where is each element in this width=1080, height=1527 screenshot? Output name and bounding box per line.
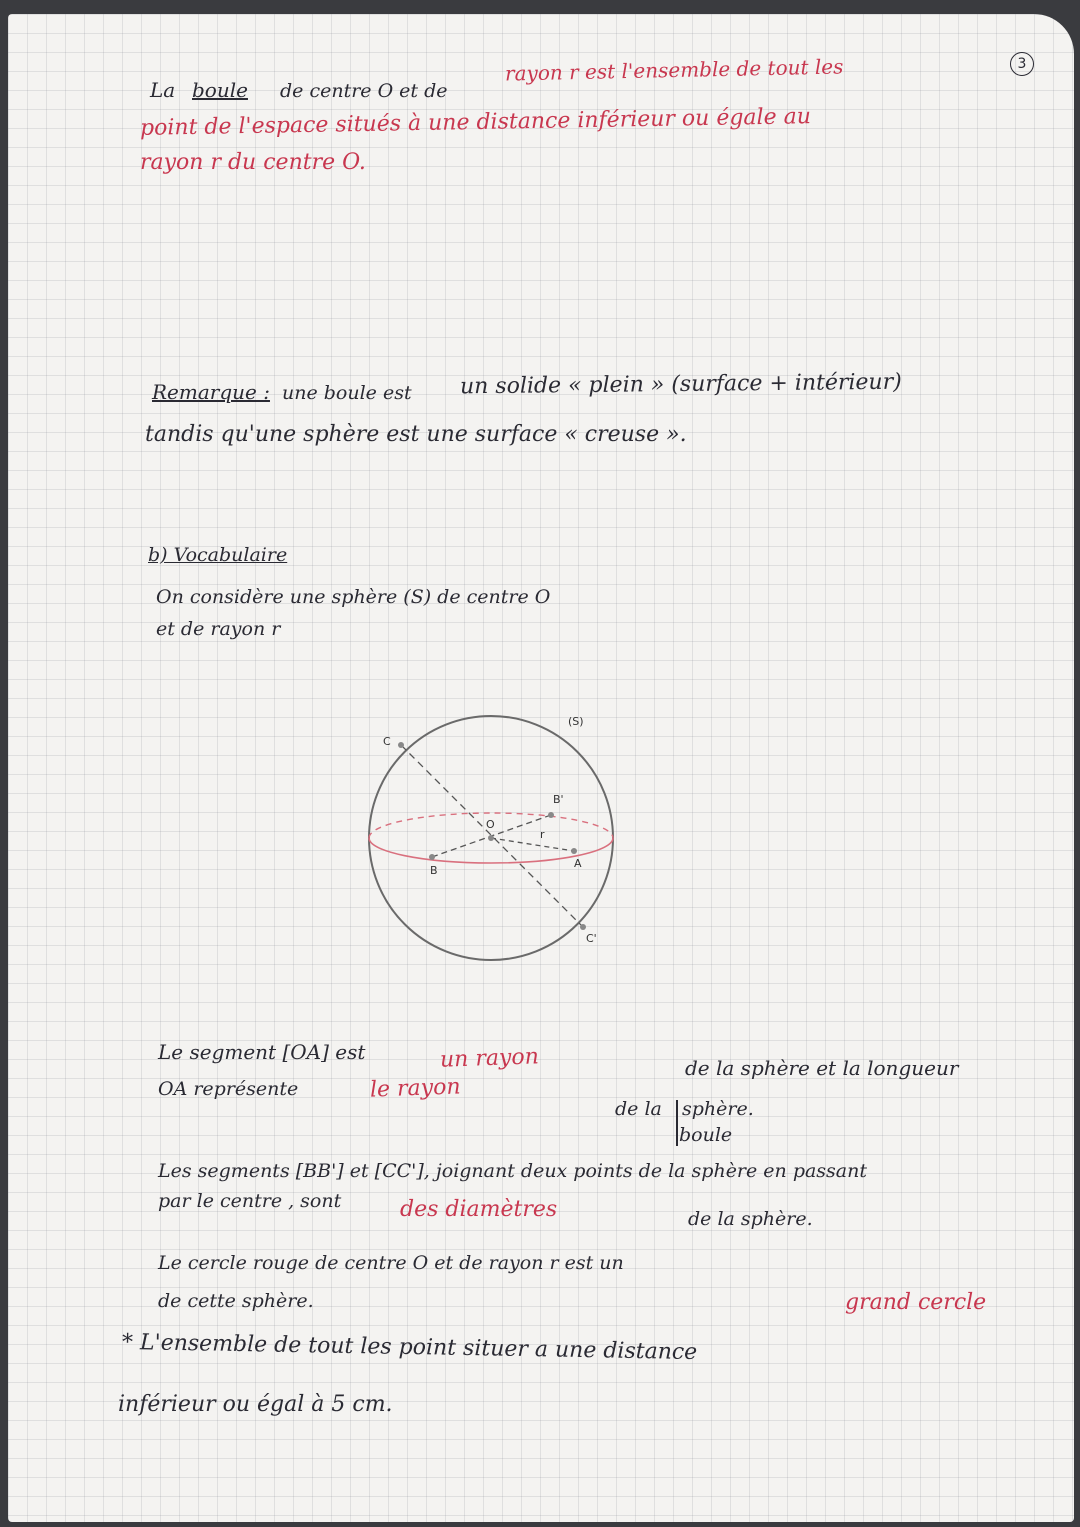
label-o: O — [486, 818, 495, 831]
note-line1: * L'ensemble de tout les point situer a une distance — [121, 1329, 698, 1366]
label-b: B — [430, 864, 438, 877]
radius-oa — [491, 838, 574, 851]
point-c — [398, 742, 404, 748]
statement2-c: de la sphère. — [688, 1208, 813, 1230]
correction-stroke — [676, 1100, 678, 1146]
definition-line1-a: La — [150, 78, 176, 102]
definition-line2: point de l'espace situés à une distance inférieur ou égale au — [139, 104, 812, 141]
remark-label: Remarque : — [152, 380, 270, 404]
statement1-b: de la sphère et la longueur — [685, 1056, 959, 1080]
statement1-d: de la — [615, 1098, 662, 1120]
vocab-intro-line1: On considère une sphère (S) de centre O — [156, 586, 551, 608]
label-c-prime: C' — [586, 932, 597, 945]
definition-line3: rayon r du centre O. — [140, 150, 366, 175]
point-b-prime — [548, 812, 554, 818]
label-c: C — [383, 735, 391, 748]
point-c-prime — [580, 924, 586, 930]
statement1-answer2: le rayon — [369, 1074, 461, 1103]
statement3-b: de cette sphère. — [158, 1290, 314, 1312]
statement2-b: par le centre , sont — [158, 1190, 342, 1212]
remark-line2: tandis qu'une sphère est une surface « creuse ». — [145, 422, 687, 447]
label-b-prime: B' — [553, 793, 564, 806]
label-r: r — [540, 828, 545, 841]
label-a: A — [574, 857, 582, 870]
remark-line1-a: une boule est — [282, 382, 412, 404]
definition-word-boule: boule — [192, 78, 248, 102]
statement1-e-alt: boule — [679, 1124, 733, 1146]
statement1-e: sphère. — [682, 1098, 754, 1120]
statement1-c: OA représente — [158, 1078, 299, 1100]
statement2-a: Les segments [BB'] et [CC'], joignant deux points de la sphère en passant — [158, 1160, 868, 1182]
label-s: (S) — [568, 715, 584, 728]
note-line2: inférieur ou égal à 5 cm. — [118, 1392, 393, 1417]
statement2-answer: des diamètres — [400, 1197, 558, 1222]
point-o — [488, 835, 494, 841]
page-number: 3 — [1010, 52, 1034, 76]
point-b — [429, 854, 435, 860]
statement1-answer: un rayon — [439, 1044, 540, 1073]
point-a — [571, 848, 577, 854]
definition-line1-c: rayon r est l'ensemble de tout les — [504, 54, 844, 86]
statement3-a: Le cercle rouge de centre O et de rayon r est un — [158, 1252, 624, 1274]
statement1-a: Le segment [OA] est — [158, 1040, 366, 1064]
definition-line1-b: de centre O et de — [280, 80, 448, 102]
vocab-intro-line2: et de rayon r — [156, 618, 281, 640]
remark-line1-b: un solide « plein » (surface + intérieur) — [459, 369, 902, 400]
statement3-answer: grand cercle — [845, 1290, 987, 1315]
vocab-heading: b) Vocabulaire — [148, 544, 288, 566]
